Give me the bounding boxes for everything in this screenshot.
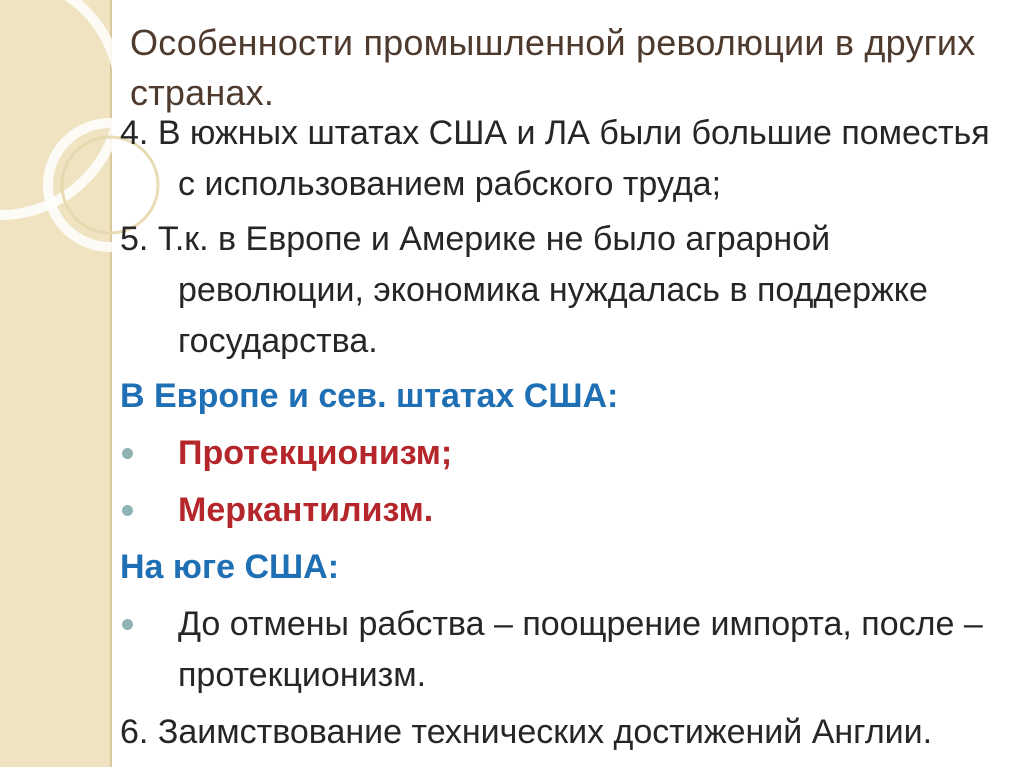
- section-heading-north: В Европе и сев. штатах США:: [120, 377, 619, 415]
- bullet-dot-icon: [122, 505, 133, 516]
- section-heading-south: На юге США:: [120, 548, 340, 586]
- bullet-text: Протекционизм;: [178, 434, 453, 472]
- list-item-5: [120, 214, 1015, 367]
- list-item-6: [120, 707, 1015, 758]
- bullet-text: До отмены рабства – поощрение импорта, после – протекционизм.: [178, 605, 983, 694]
- bullet-dot-icon: [122, 448, 133, 459]
- bullet-item: [120, 428, 1015, 479]
- bullet-item: [120, 485, 1015, 536]
- item-text: Т.к. в Европе и Америке не было аграрной революции, экономика нуждалась в поддержке государства.: [157, 220, 928, 360]
- list-item-4: [120, 108, 1015, 210]
- bullet-item: [120, 599, 1015, 701]
- item-number: 6.: [120, 713, 149, 751]
- bullet-text: Меркантилизм.: [178, 491, 434, 529]
- item-number: 5.: [120, 220, 149, 258]
- item-text: Заимствование технических достижений Англии.: [157, 713, 933, 751]
- bullet-dot-icon: [122, 619, 133, 630]
- item-number: 4.: [120, 114, 149, 152]
- slide-content: [120, 108, 1015, 762]
- item-text: В южных штатах США и ЛА были большие поместья с использованием рабского труда;: [157, 114, 990, 203]
- slide-title: Особенности промышленной революции в других странах.: [130, 22, 976, 113]
